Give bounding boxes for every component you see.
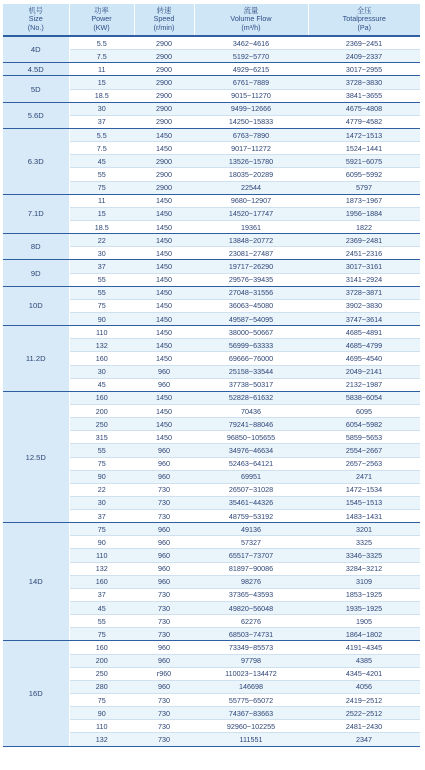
cell-power: 18.5 bbox=[69, 220, 134, 233]
cell-volume-flow: 34976~46634 bbox=[194, 444, 308, 457]
cell-total-pressure: 1905 bbox=[308, 615, 420, 628]
cell-speed: 960 bbox=[134, 457, 194, 470]
fan-spec-table bbox=[3, 4, 420, 747]
cell-size: 4.5D bbox=[3, 63, 69, 76]
cell-power: 30 bbox=[69, 365, 134, 378]
cell-volume-flow: 29576~39435 bbox=[194, 273, 308, 286]
table-row bbox=[3, 128, 420, 141]
cell-total-pressure: 5797 bbox=[308, 181, 420, 194]
cell-speed: 960 bbox=[134, 470, 194, 483]
cell-power: 22 bbox=[69, 234, 134, 247]
cell-speed: 730 bbox=[134, 483, 194, 496]
cell-total-pressure: 4675~4808 bbox=[308, 102, 420, 115]
cell-total-pressure: 2369~2481 bbox=[308, 234, 420, 247]
cell-volume-flow: 52463~64121 bbox=[194, 457, 308, 470]
cell-speed: 960 bbox=[134, 562, 194, 575]
cell-power: 75 bbox=[69, 694, 134, 707]
table-header bbox=[3, 4, 420, 36]
cell-speed: 730 bbox=[134, 628, 194, 641]
cell-power: 45 bbox=[69, 378, 134, 391]
cell-speed: 1450 bbox=[134, 326, 194, 339]
cell-speed: 1450 bbox=[134, 352, 194, 365]
cell-power: 15 bbox=[69, 207, 134, 220]
cell-power: 7.5 bbox=[69, 142, 134, 155]
cell-speed: 1450 bbox=[134, 194, 194, 207]
cell-volume-flow: 70436 bbox=[194, 404, 308, 417]
cell-power: 5.5 bbox=[69, 128, 134, 141]
cell-volume-flow: 9680~12907 bbox=[194, 194, 308, 207]
cell-volume-flow: 38000~50667 bbox=[194, 326, 308, 339]
header-total-pressure: 全压 Totalpressure (Pa) bbox=[308, 4, 420, 36]
table-body bbox=[3, 36, 420, 746]
cell-volume-flow: 62276 bbox=[194, 615, 308, 628]
cell-speed: 960 bbox=[134, 654, 194, 667]
cell-power: 75 bbox=[69, 523, 134, 536]
cell-speed: 730 bbox=[134, 510, 194, 523]
cell-total-pressure: 4695~4540 bbox=[308, 352, 420, 365]
cell-total-pressure: 6095~5992 bbox=[308, 168, 420, 181]
cell-power: 22 bbox=[69, 483, 134, 496]
cell-volume-flow: 37365~43593 bbox=[194, 588, 308, 601]
cell-power: 160 bbox=[69, 391, 134, 404]
cell-power: 15 bbox=[69, 76, 134, 89]
cell-volume-flow: 3462~4616 bbox=[194, 36, 308, 50]
cell-power: 18.5 bbox=[69, 89, 134, 102]
cell-power: 55 bbox=[69, 444, 134, 457]
cell-volume-flow: 81897~90086 bbox=[194, 562, 308, 575]
cell-power: 55 bbox=[69, 286, 134, 299]
cell-total-pressure: 4779~4582 bbox=[308, 115, 420, 128]
cell-volume-flow: 56999~63333 bbox=[194, 339, 308, 352]
cell-power: 30 bbox=[69, 496, 134, 509]
cell-power: 37 bbox=[69, 115, 134, 128]
cell-power: 37 bbox=[69, 260, 134, 273]
cell-power: 55 bbox=[69, 615, 134, 628]
cell-total-pressure: 1472~1513 bbox=[308, 128, 420, 141]
cell-volume-flow: 65517~73707 bbox=[194, 549, 308, 562]
cell-total-pressure: 1873~1967 bbox=[308, 194, 420, 207]
cell-speed: 1450 bbox=[134, 207, 194, 220]
cell-speed: 2900 bbox=[134, 168, 194, 181]
table-row bbox=[3, 63, 420, 76]
cell-volume-flow: 57327 bbox=[194, 536, 308, 549]
cell-total-pressure: 3325 bbox=[308, 536, 420, 549]
cell-size: 6.3D bbox=[3, 128, 69, 194]
table-row bbox=[3, 260, 420, 273]
cell-speed: 1450 bbox=[134, 391, 194, 404]
table-row bbox=[3, 326, 420, 339]
cell-speed: 960 bbox=[134, 365, 194, 378]
cell-volume-flow: 110023~134472 bbox=[194, 667, 308, 680]
cell-volume-flow: 37738~50317 bbox=[194, 378, 308, 391]
cell-volume-flow: 6761~7889 bbox=[194, 76, 308, 89]
cell-power: 75 bbox=[69, 628, 134, 641]
table-row bbox=[3, 102, 420, 115]
header-volume-flow: 流量 Volume Flow (m³/h) bbox=[194, 4, 308, 36]
cell-total-pressure: 2481~2430 bbox=[308, 720, 420, 733]
cell-total-pressure: 2419~2512 bbox=[308, 694, 420, 707]
cell-volume-flow: 146698 bbox=[194, 680, 308, 693]
cell-power: 132 bbox=[69, 733, 134, 746]
cell-volume-flow: 9499~12666 bbox=[194, 102, 308, 115]
cell-volume-flow: 9015~11270 bbox=[194, 89, 308, 102]
cell-volume-flow: 4929~6215 bbox=[194, 63, 308, 76]
cell-total-pressure: 2451~2316 bbox=[308, 247, 420, 260]
cell-size: 10D bbox=[3, 286, 69, 325]
cell-speed: 1450 bbox=[134, 299, 194, 312]
cell-speed: 2900 bbox=[134, 102, 194, 115]
cell-total-pressure: 3201 bbox=[308, 523, 420, 536]
cell-speed: 1450 bbox=[134, 142, 194, 155]
table-row bbox=[3, 234, 420, 247]
cell-volume-flow: 35461~44326 bbox=[194, 496, 308, 509]
cell-power: 45 bbox=[69, 155, 134, 168]
cell-speed: 730 bbox=[134, 733, 194, 746]
cell-speed: 2900 bbox=[134, 115, 194, 128]
cell-power: 37 bbox=[69, 510, 134, 523]
cell-speed: 1450 bbox=[134, 128, 194, 141]
cell-power: 7.5 bbox=[69, 50, 134, 63]
cell-power: 90 bbox=[69, 707, 134, 720]
cell-volume-flow: 92960~102255 bbox=[194, 720, 308, 733]
cell-speed: 1450 bbox=[134, 286, 194, 299]
header-row bbox=[3, 4, 420, 36]
cell-power: 5.5 bbox=[69, 36, 134, 50]
cell-speed: 960 bbox=[134, 536, 194, 549]
table-row bbox=[3, 286, 420, 299]
cell-power: 75 bbox=[69, 181, 134, 194]
cell-power: 200 bbox=[69, 654, 134, 667]
cell-volume-flow: 49820~56048 bbox=[194, 602, 308, 615]
cell-speed: 1450 bbox=[134, 260, 194, 273]
cell-volume-flow: 13526~15780 bbox=[194, 155, 308, 168]
cell-power: 110 bbox=[69, 326, 134, 339]
cell-speed: 730 bbox=[134, 602, 194, 615]
cell-total-pressure: 6095 bbox=[308, 404, 420, 417]
cell-total-pressure: 2369~2451 bbox=[308, 36, 420, 50]
cell-speed: 960 bbox=[134, 549, 194, 562]
cell-total-pressure: 2522~2512 bbox=[308, 707, 420, 720]
cell-volume-flow: 14250~15833 bbox=[194, 115, 308, 128]
cell-volume-flow: 69666~76000 bbox=[194, 352, 308, 365]
cell-speed: 2900 bbox=[134, 50, 194, 63]
cell-total-pressure: 5859~5653 bbox=[308, 431, 420, 444]
cell-speed: 960 bbox=[134, 523, 194, 536]
table-row bbox=[3, 641, 420, 654]
cell-volume-flow: 49587~54095 bbox=[194, 312, 308, 325]
cell-volume-flow: 27048~31556 bbox=[194, 286, 308, 299]
cell-speed: 730 bbox=[134, 496, 194, 509]
table-row bbox=[3, 76, 420, 89]
cell-volume-flow: 98276 bbox=[194, 575, 308, 588]
cell-total-pressure: 1483~1431 bbox=[308, 510, 420, 523]
cell-power: 132 bbox=[69, 562, 134, 575]
table-row bbox=[3, 194, 420, 207]
cell-speed: 730 bbox=[134, 588, 194, 601]
cell-total-pressure: 4345~4201 bbox=[308, 667, 420, 680]
cell-power: 75 bbox=[69, 457, 134, 470]
cell-power: 132 bbox=[69, 339, 134, 352]
cell-power: 90 bbox=[69, 470, 134, 483]
cell-size: 8D bbox=[3, 234, 69, 260]
cell-speed: 1450 bbox=[134, 247, 194, 260]
cell-total-pressure: 1472~1534 bbox=[308, 483, 420, 496]
cell-size: 12.5D bbox=[3, 391, 69, 522]
cell-power: 30 bbox=[69, 102, 134, 115]
cell-volume-flow: 68503~74731 bbox=[194, 628, 308, 641]
header-speed: 转速 Speed (r/min) bbox=[134, 4, 194, 36]
cell-power: 315 bbox=[69, 431, 134, 444]
cell-speed: 2900 bbox=[134, 63, 194, 76]
cell-size: 5.6D bbox=[3, 102, 69, 128]
cell-speed: 960 bbox=[134, 575, 194, 588]
cell-power: 160 bbox=[69, 641, 134, 654]
cell-power: 250 bbox=[69, 667, 134, 680]
cell-speed: 1450 bbox=[134, 404, 194, 417]
cell-total-pressure: 2409~2337 bbox=[308, 50, 420, 63]
fan-spec-table-container bbox=[3, 4, 420, 747]
cell-volume-flow: 19361 bbox=[194, 220, 308, 233]
cell-volume-flow: 73349~85573 bbox=[194, 641, 308, 654]
cell-total-pressure: 3747~3614 bbox=[308, 312, 420, 325]
cell-volume-flow: 25158~33544 bbox=[194, 365, 308, 378]
cell-speed: 1450 bbox=[134, 418, 194, 431]
header-size: 机号 Size (No.) bbox=[3, 4, 69, 36]
cell-total-pressure: 3284~3212 bbox=[308, 562, 420, 575]
cell-volume-flow: 69951 bbox=[194, 470, 308, 483]
cell-total-pressure: 1864~1802 bbox=[308, 628, 420, 641]
cell-volume-flow: 22544 bbox=[194, 181, 308, 194]
cell-total-pressure: 1545~1513 bbox=[308, 496, 420, 509]
cell-power: 75 bbox=[69, 299, 134, 312]
cell-volume-flow: 26507~31028 bbox=[194, 483, 308, 496]
cell-size: 7.1D bbox=[3, 194, 69, 233]
cell-speed: 960 bbox=[134, 680, 194, 693]
cell-total-pressure: 4685~4799 bbox=[308, 339, 420, 352]
cell-size: 5D bbox=[3, 76, 69, 102]
cell-speed: 730 bbox=[134, 694, 194, 707]
cell-power: 110 bbox=[69, 720, 134, 733]
cell-power: 11 bbox=[69, 194, 134, 207]
cell-power: 250 bbox=[69, 418, 134, 431]
cell-power: 30 bbox=[69, 247, 134, 260]
cell-power: 160 bbox=[69, 575, 134, 588]
cell-size: 14D bbox=[3, 523, 69, 641]
cell-speed: 960 bbox=[134, 378, 194, 391]
cell-power: 280 bbox=[69, 680, 134, 693]
cell-power: 37 bbox=[69, 588, 134, 601]
cell-speed: 2900 bbox=[134, 181, 194, 194]
cell-speed: 2900 bbox=[134, 36, 194, 50]
cell-total-pressure: 1524~1441 bbox=[308, 142, 420, 155]
cell-volume-flow: 55775~65072 bbox=[194, 694, 308, 707]
cell-volume-flow: 19717~26290 bbox=[194, 260, 308, 273]
cell-power: 110 bbox=[69, 549, 134, 562]
cell-size: 11.2D bbox=[3, 326, 69, 392]
cell-speed: 2900 bbox=[134, 76, 194, 89]
table-row bbox=[3, 36, 420, 50]
cell-total-pressure: 3841~3655 bbox=[308, 89, 420, 102]
cell-speed: 960 bbox=[134, 444, 194, 457]
cell-volume-flow: 23081~27487 bbox=[194, 247, 308, 260]
cell-total-pressure: 3728~3871 bbox=[308, 286, 420, 299]
cell-volume-flow: 5192~5770 bbox=[194, 50, 308, 63]
cell-volume-flow: 97798 bbox=[194, 654, 308, 667]
cell-total-pressure: 2471 bbox=[308, 470, 420, 483]
cell-total-pressure: 4385 bbox=[308, 654, 420, 667]
cell-volume-flow: 36063~45080 bbox=[194, 299, 308, 312]
cell-total-pressure: 3902~3830 bbox=[308, 299, 420, 312]
cell-power: 45 bbox=[69, 602, 134, 615]
cell-total-pressure: 4056 bbox=[308, 680, 420, 693]
table-row bbox=[3, 523, 420, 536]
cell-power: 55 bbox=[69, 168, 134, 181]
cell-volume-flow: 18035~20289 bbox=[194, 168, 308, 181]
cell-volume-flow: 9017~11272 bbox=[194, 142, 308, 155]
cell-total-pressure: 2132~1987 bbox=[308, 378, 420, 391]
cell-speed: 1450 bbox=[134, 234, 194, 247]
cell-total-pressure: 3728~3830 bbox=[308, 76, 420, 89]
cell-total-pressure: 2554~2667 bbox=[308, 444, 420, 457]
cell-volume-flow: 14520~17747 bbox=[194, 207, 308, 220]
cell-speed: 960 bbox=[134, 641, 194, 654]
cell-power: 90 bbox=[69, 312, 134, 325]
cell-total-pressure: 3017~3161 bbox=[308, 260, 420, 273]
table-row bbox=[3, 391, 420, 404]
cell-size: 9D bbox=[3, 260, 69, 286]
cell-speed: r960 bbox=[134, 667, 194, 680]
cell-total-pressure: 4685~4891 bbox=[308, 326, 420, 339]
cell-total-pressure: 2657~2563 bbox=[308, 457, 420, 470]
cell-total-pressure: 3017~2955 bbox=[308, 63, 420, 76]
cell-power: 200 bbox=[69, 404, 134, 417]
cell-volume-flow: 48759~53192 bbox=[194, 510, 308, 523]
cell-speed: 1450 bbox=[134, 312, 194, 325]
cell-speed: 1450 bbox=[134, 431, 194, 444]
cell-total-pressure: 3141~2924 bbox=[308, 273, 420, 286]
cell-speed: 1450 bbox=[134, 339, 194, 352]
cell-power: 55 bbox=[69, 273, 134, 286]
cell-total-pressure: 3346~3325 bbox=[308, 549, 420, 562]
cell-volume-flow: 111551 bbox=[194, 733, 308, 746]
cell-speed: 1450 bbox=[134, 220, 194, 233]
cell-total-pressure: 1853~1925 bbox=[308, 588, 420, 601]
cell-speed: 2900 bbox=[134, 89, 194, 102]
cell-total-pressure: 2347 bbox=[308, 733, 420, 746]
cell-volume-flow: 52828~61632 bbox=[194, 391, 308, 404]
cell-volume-flow: 96850~105655 bbox=[194, 431, 308, 444]
cell-size: 4D bbox=[3, 36, 69, 63]
cell-power: 90 bbox=[69, 536, 134, 549]
cell-speed: 730 bbox=[134, 720, 194, 733]
cell-speed: 730 bbox=[134, 707, 194, 720]
cell-volume-flow: 79241~88046 bbox=[194, 418, 308, 431]
cell-power: 11 bbox=[69, 63, 134, 76]
cell-power: 160 bbox=[69, 352, 134, 365]
cell-total-pressure: 5838~6054 bbox=[308, 391, 420, 404]
cell-total-pressure: 1956~1884 bbox=[308, 207, 420, 220]
cell-volume-flow: 49136 bbox=[194, 523, 308, 536]
cell-speed: 1450 bbox=[134, 273, 194, 286]
cell-volume-flow: 74367~83663 bbox=[194, 707, 308, 720]
cell-total-pressure: 6054~5982 bbox=[308, 418, 420, 431]
cell-total-pressure: 4191~4345 bbox=[308, 641, 420, 654]
cell-speed: 730 bbox=[134, 615, 194, 628]
cell-total-pressure: 1935~1925 bbox=[308, 602, 420, 615]
cell-volume-flow: 13848~20772 bbox=[194, 234, 308, 247]
cell-total-pressure: 1822 bbox=[308, 220, 420, 233]
cell-size: 16D bbox=[3, 641, 69, 746]
cell-total-pressure: 3109 bbox=[308, 575, 420, 588]
header-power: 功率 Power (KW) bbox=[69, 4, 134, 36]
cell-total-pressure: 5921~6075 bbox=[308, 155, 420, 168]
cell-total-pressure: 2049~2141 bbox=[308, 365, 420, 378]
cell-volume-flow: 6763~7890 bbox=[194, 128, 308, 141]
cell-speed: 2900 bbox=[134, 155, 194, 168]
